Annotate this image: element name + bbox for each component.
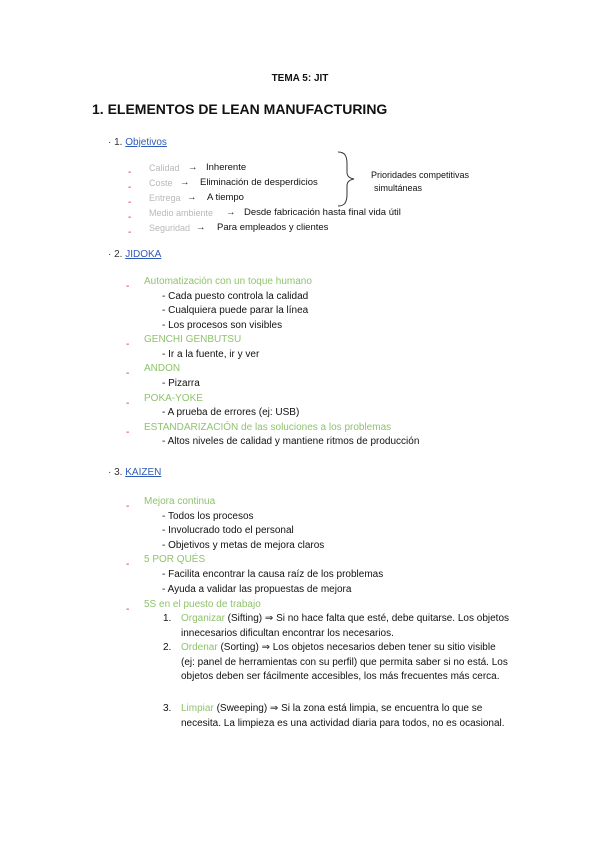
section-1-header xyxy=(108,137,167,148)
list-item: - 5S en el puesto de trabajo xyxy=(126,599,261,615)
section-1-prefix: · 1. xyxy=(108,137,126,148)
list-item: - Todos los procesos xyxy=(162,511,254,522)
list-item: - A prueba de errores (ej: USB) xyxy=(162,407,300,418)
list-item: - Los procesos son visibles xyxy=(162,320,283,331)
numbered-item-ordenar: Ordenar (Sorting) ⇒ Los objetos necesarios deben tener su sitio visible (ej: panel de herramientas con su perfil) que permita saber si no está. Los objetos deben ser fácilmente accesibles, los más frecuentes más cerca. xyxy=(181,642,508,682)
list-item: - 5 POR QUÉS xyxy=(126,554,206,570)
list-item: - Altos niveles de calidad y mantiene ritmos de producción xyxy=(162,436,420,447)
list-item: - Mejora continua xyxy=(126,496,216,512)
section-2-prefix: · 2. xyxy=(108,249,126,260)
section-3-header xyxy=(108,467,161,478)
list-item: - ESTANDARIZACIÓN de las soluciones a los problemas xyxy=(126,422,392,438)
curly-brace-icon xyxy=(335,150,357,208)
section-1-link[interactable]: Objetivos xyxy=(125,137,167,148)
numbered-item-marker: 3. xyxy=(163,703,172,714)
list-item: - POKA-YOKE xyxy=(126,393,203,409)
list-item: - Objetivos y metas de mejora claros xyxy=(162,540,325,551)
numbered-item-limpiar: Limpiar (Sweeping) ⇒ Si la zona está limpia, se encuentra lo que se necesita. La limpieza es una actividad diaria para todos, no es ocasional. xyxy=(181,703,505,729)
list-item: - Medio ambiente → Desde fabricación hasta final vida útil xyxy=(128,207,401,223)
list-item: - Calidad → Inherente xyxy=(128,162,247,178)
list-item: - Seguridad → Para empleados y clientes xyxy=(128,222,329,238)
list-item: - Involucrado todo el personal xyxy=(162,525,294,536)
list-item: - Cada puesto controla la calidad xyxy=(162,291,309,302)
list-item: - Pizarra xyxy=(162,378,200,389)
section-3-prefix: · 3. xyxy=(108,467,126,478)
numbered-item-organizar: Organizar (Sifting) ⇒ Si no hace falta que esté, debe quitarse. Los objetos innecesarios dificultan encontrar los necesarios. xyxy=(181,613,510,639)
list-item: - Ir a la fuente, ir y ver xyxy=(162,349,260,360)
section-2-link[interactable]: JIDOKA xyxy=(125,249,162,260)
numbered-item-marker: 1. xyxy=(163,613,172,624)
brace-note-line1: Prioridades competitivas xyxy=(371,170,470,180)
section-3-link[interactable]: KAIZEN xyxy=(125,467,162,478)
list-item: - Entrega → A tiempo xyxy=(128,192,244,208)
numbered-item-marker: 2. xyxy=(163,642,172,653)
brace-note-line2: simultáneas xyxy=(374,183,423,193)
list-item: - Automatización con un toque humano xyxy=(126,276,312,292)
list-item: - Coste → Eliminación de desperdicios xyxy=(128,177,318,193)
list-item: - Cualquiera puede parar la línea xyxy=(162,305,309,316)
list-item: - Facilita encontrar la causa raíz de los problemas xyxy=(162,569,384,580)
page-title: TEMA 5: JIT xyxy=(271,73,329,84)
section-heading: 1. ELEMENTOS DE LEAN MANUFACTURING xyxy=(92,101,388,117)
list-item: - GENCHI GENBUTSU xyxy=(126,334,242,350)
list-item: - ANDON xyxy=(126,363,181,379)
section-2-header xyxy=(108,249,161,260)
list-item: - Ayuda a validar las propuestas de mejora xyxy=(162,584,352,595)
